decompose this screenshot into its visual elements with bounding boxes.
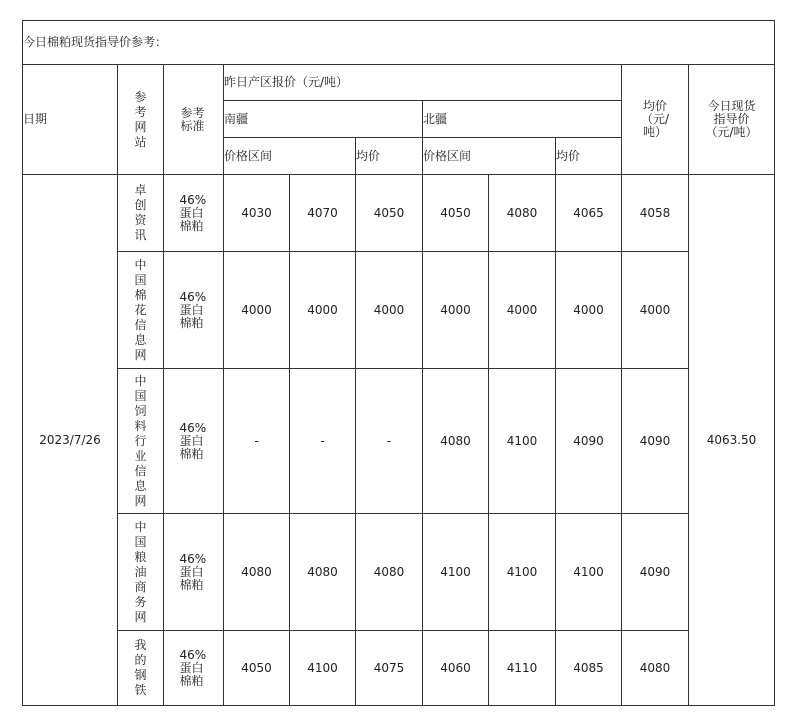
south-avg-cell: 4050 <box>356 175 423 252</box>
date-cell: 2023/7/26 <box>23 175 118 706</box>
avg-cell: 4090 <box>622 514 689 631</box>
south-avg-cell: 4075 <box>356 631 423 706</box>
header-north-avg: 均价 <box>556 138 622 175</box>
site-cell: 中国棉花信息网 <box>118 252 164 369</box>
standard-cell: 46%蛋白棉粕 <box>164 369 224 514</box>
south-high-cell: 4100 <box>290 631 356 706</box>
avg-cell: 4080 <box>622 631 689 706</box>
header-north-range: 价格区间 <box>423 138 556 175</box>
standard-cell: 46%蛋白棉粕 <box>164 175 224 252</box>
avg-cell: 4000 <box>622 252 689 369</box>
table-row <box>23 514 775 631</box>
header-south: 南疆 <box>224 101 423 138</box>
site-cell: 中国饲料行业信息网 <box>118 369 164 514</box>
standard-cell: 46%蛋白棉粕 <box>164 252 224 369</box>
north-low-cell: 4100 <box>423 514 489 631</box>
table-row <box>23 369 775 514</box>
header-yesterday-quote: 昨日产区报价（元/吨） <box>224 65 622 101</box>
north-high-cell: 4080 <box>489 175 556 252</box>
north-avg-cell: 4090 <box>556 369 622 514</box>
south-low-cell: 4080 <box>224 514 290 631</box>
site-cell: 卓创资讯 <box>118 175 164 252</box>
header-today-guide: 今日现货指导价（元/吨） <box>689 65 775 175</box>
north-avg-cell: 4100 <box>556 514 622 631</box>
table-row <box>23 175 775 252</box>
south-avg-cell: 4080 <box>356 514 423 631</box>
north-high-cell: 4100 <box>489 514 556 631</box>
header-date: 日期 <box>23 65 118 175</box>
south-high-cell: 4080 <box>290 514 356 631</box>
avg-cell: 4090 <box>622 369 689 514</box>
table-title: 今日棉粕现货指导价参考： <box>23 21 775 65</box>
north-avg-cell: 4000 <box>556 252 622 369</box>
table-row <box>23 252 775 369</box>
north-avg-cell: 4065 <box>556 175 622 252</box>
north-low-cell: 4000 <box>423 252 489 369</box>
today-guide-price: 4063.50 <box>689 175 775 706</box>
standard-cell: 46%蛋白棉粕 <box>164 514 224 631</box>
north-high-cell: 4000 <box>489 252 556 369</box>
south-high-cell: 4070 <box>290 175 356 252</box>
north-low-cell: 4080 <box>423 369 489 514</box>
north-high-cell: 4100 <box>489 369 556 514</box>
header-north: 北疆 <box>423 101 622 138</box>
price-table <box>22 20 775 706</box>
north-high-cell: 4110 <box>489 631 556 706</box>
header-south-range: 价格区间 <box>224 138 356 175</box>
south-avg-cell: 4000 <box>356 252 423 369</box>
north-avg-cell: 4085 <box>556 631 622 706</box>
north-low-cell: 4060 <box>423 631 489 706</box>
south-high-cell: - <box>290 369 356 514</box>
north-low-cell: 4050 <box>423 175 489 252</box>
south-low-cell: - <box>224 369 290 514</box>
south-low-cell: 4050 <box>224 631 290 706</box>
site-cell: 中国粮油商务网 <box>118 514 164 631</box>
standard-cell: 46%蛋白棉粕 <box>164 631 224 706</box>
site-cell: 我的钢铁 <box>118 631 164 706</box>
header-overall-avg: 均价（元/吨） <box>622 65 689 175</box>
header-site: 参考网站 <box>118 65 164 175</box>
table-row <box>23 631 775 706</box>
south-low-cell: 4000 <box>224 252 290 369</box>
header-south-avg: 均价 <box>356 138 423 175</box>
south-low-cell: 4030 <box>224 175 290 252</box>
south-high-cell: 4000 <box>290 252 356 369</box>
avg-cell: 4058 <box>622 175 689 252</box>
south-avg-cell: - <box>356 369 423 514</box>
header-standard: 参考标准 <box>164 65 224 175</box>
